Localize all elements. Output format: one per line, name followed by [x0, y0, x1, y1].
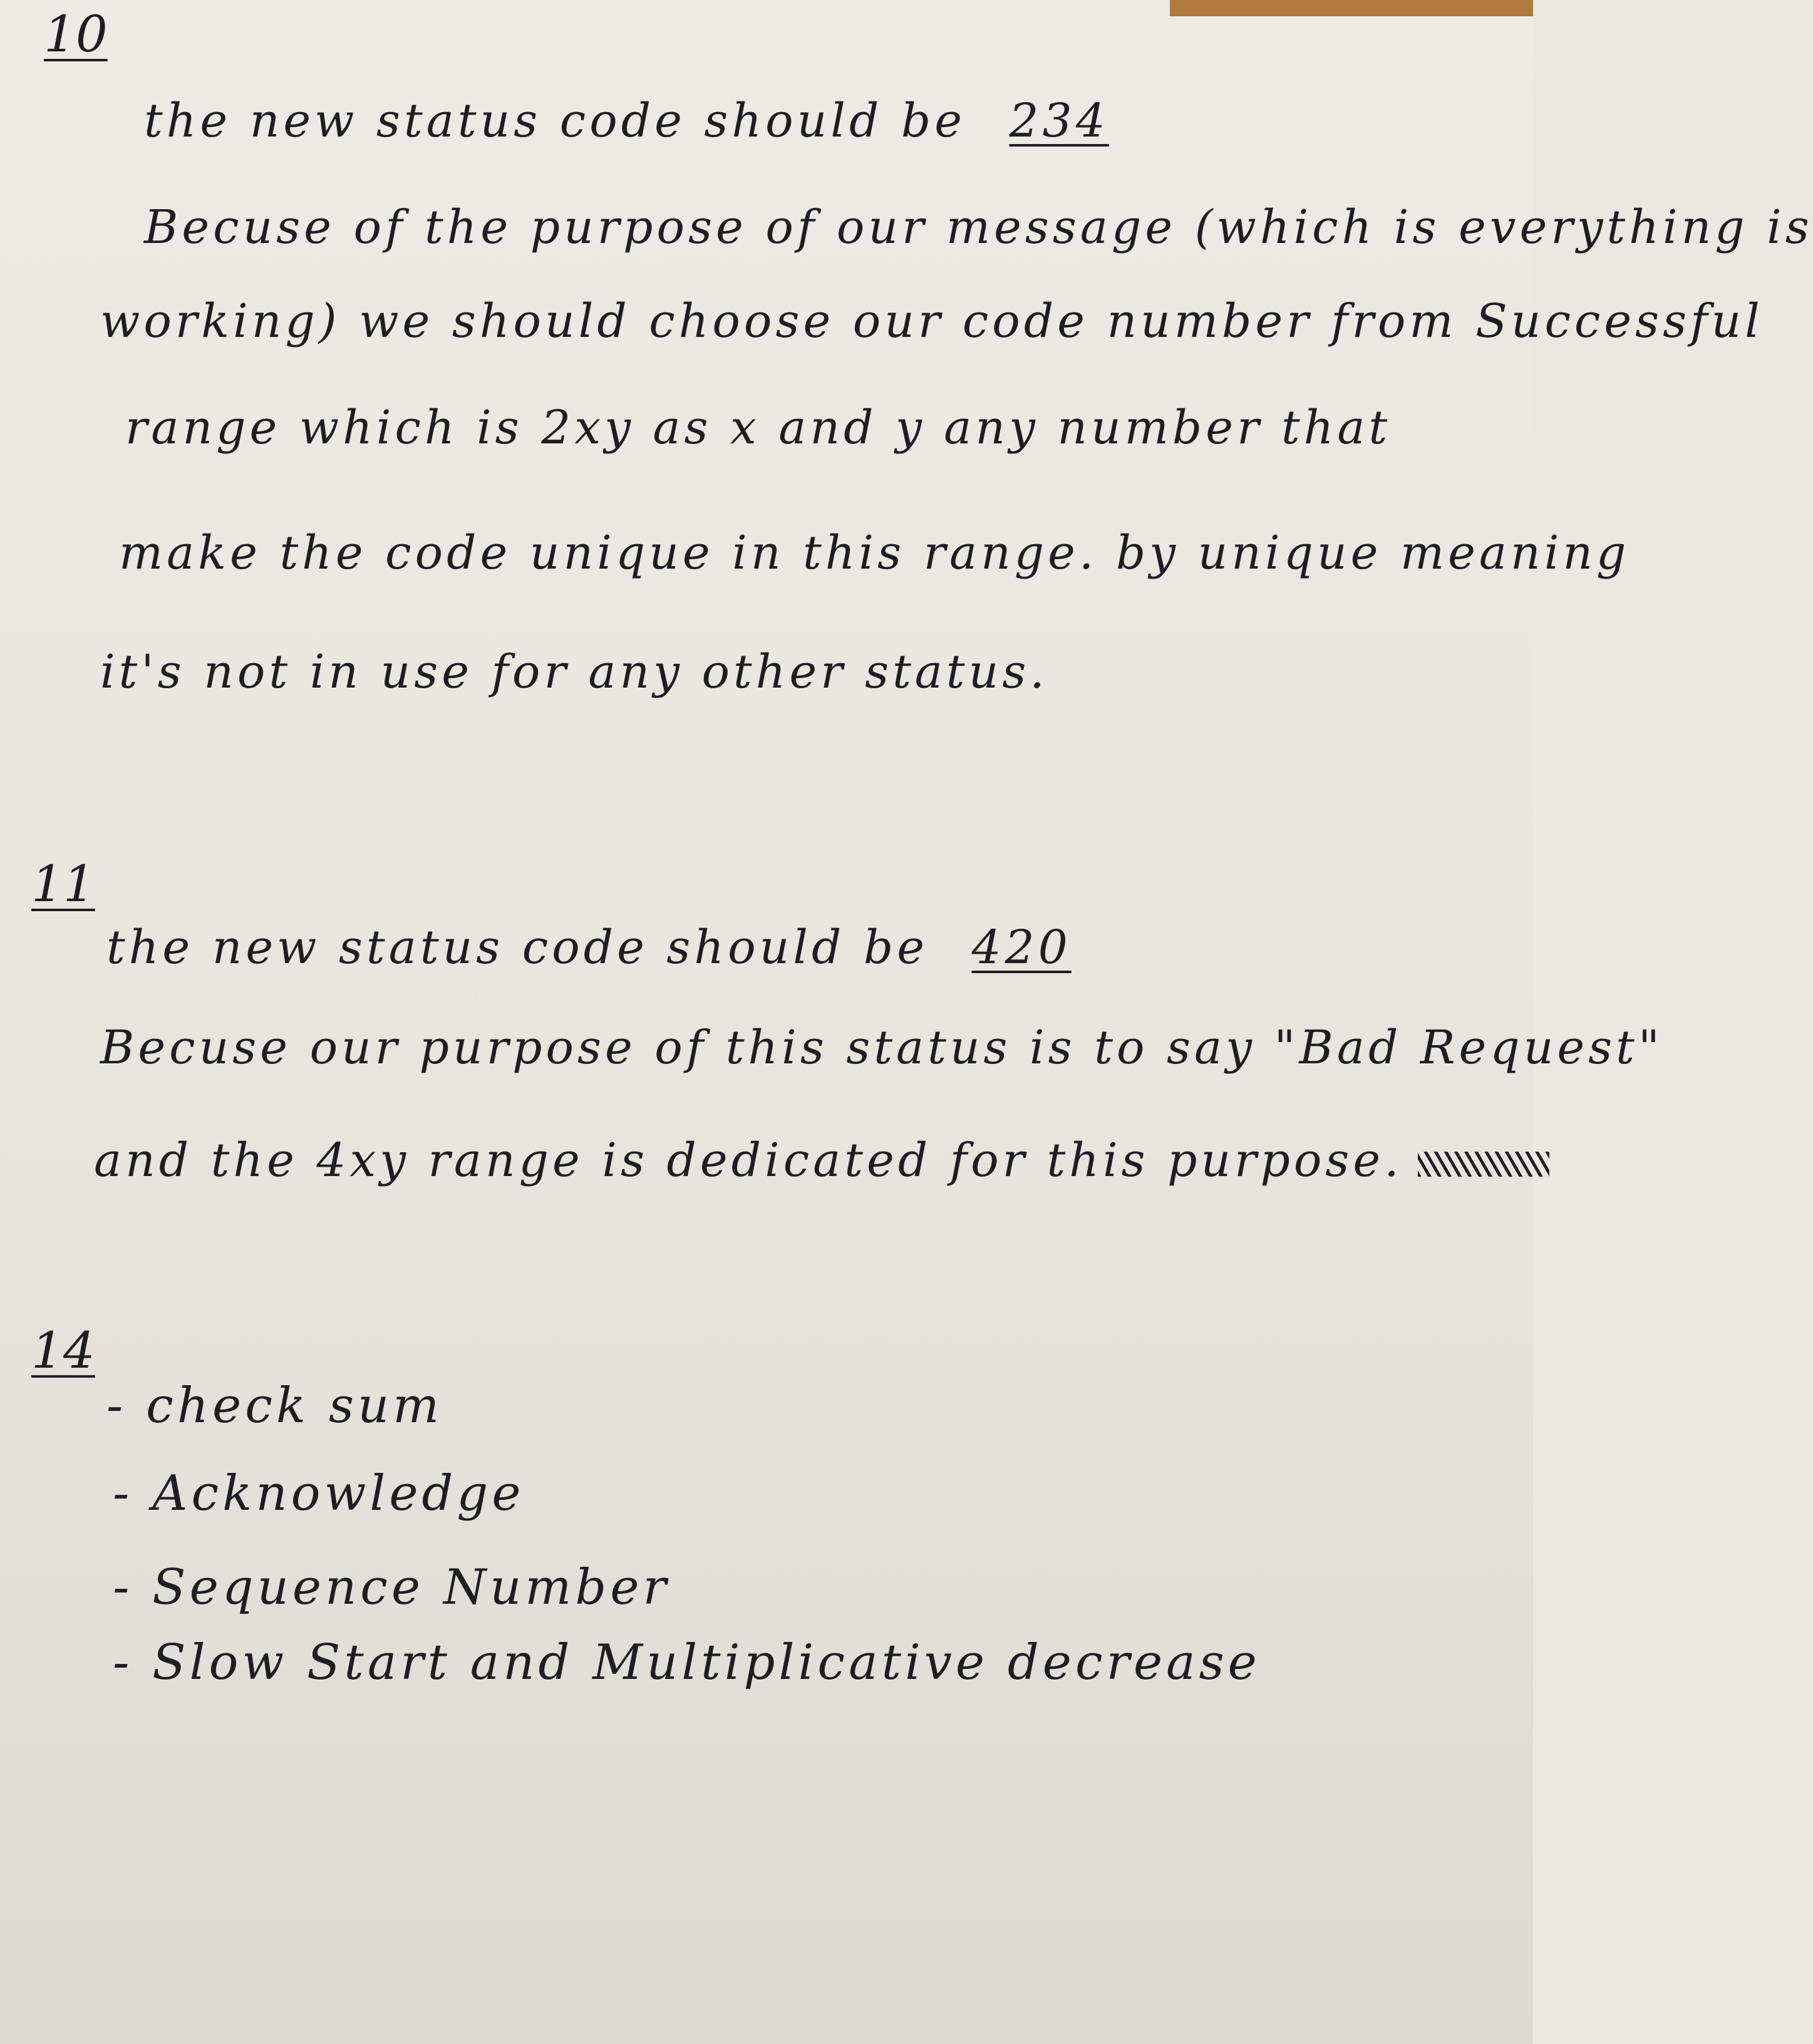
q10-answer-line [144, 94, 1109, 148]
q11-explanation-line-text: and the 4xy range is dedicated for this purpose. [94, 1133, 1403, 1187]
q14-list-item: - Sequence Number [113, 1559, 670, 1616]
crossed-out-scribble [1418, 1152, 1549, 1177]
q10-explanation-line: working) we should choose our code number from Successful [100, 294, 1764, 348]
q14-list-item: - Acknowledge [113, 1465, 525, 1522]
q11-answer-prefix: the new status code should be [106, 921, 947, 974]
q10-explanation-line: Becuse of the purpose of our message (which is everything is [144, 200, 1813, 254]
q11-explanation-line-2 [94, 1133, 1549, 1187]
question-11-number: 11 [31, 855, 95, 913]
desk-edge [1170, 0, 1533, 16]
question-14-number: 14 [31, 1321, 95, 1380]
q10-answer-prefix: the new status code should be [144, 94, 984, 148]
q14-list-item: - Slow Start and Multiplicative decrease [113, 1634, 1261, 1691]
q10-explanation-line: range which is 2xy as x and y any number that [125, 401, 1392, 455]
q11-answer-code: 420 [971, 921, 1072, 974]
q10-answer-code: 234 [1009, 94, 1109, 148]
q14-list-item: - check sum [106, 1378, 443, 1434]
question-10-number: 10 [44, 5, 108, 63]
q10-explanation-line: make the code unique in this range. by unique meaning [119, 526, 1630, 580]
q11-explanation-line: Becuse our purpose of this status is to say "Bad Request" [100, 1021, 1663, 1075]
q11-answer-line [106, 921, 1072, 974]
q10-explanation-line: it's not in use for any other status. [100, 645, 1048, 699]
